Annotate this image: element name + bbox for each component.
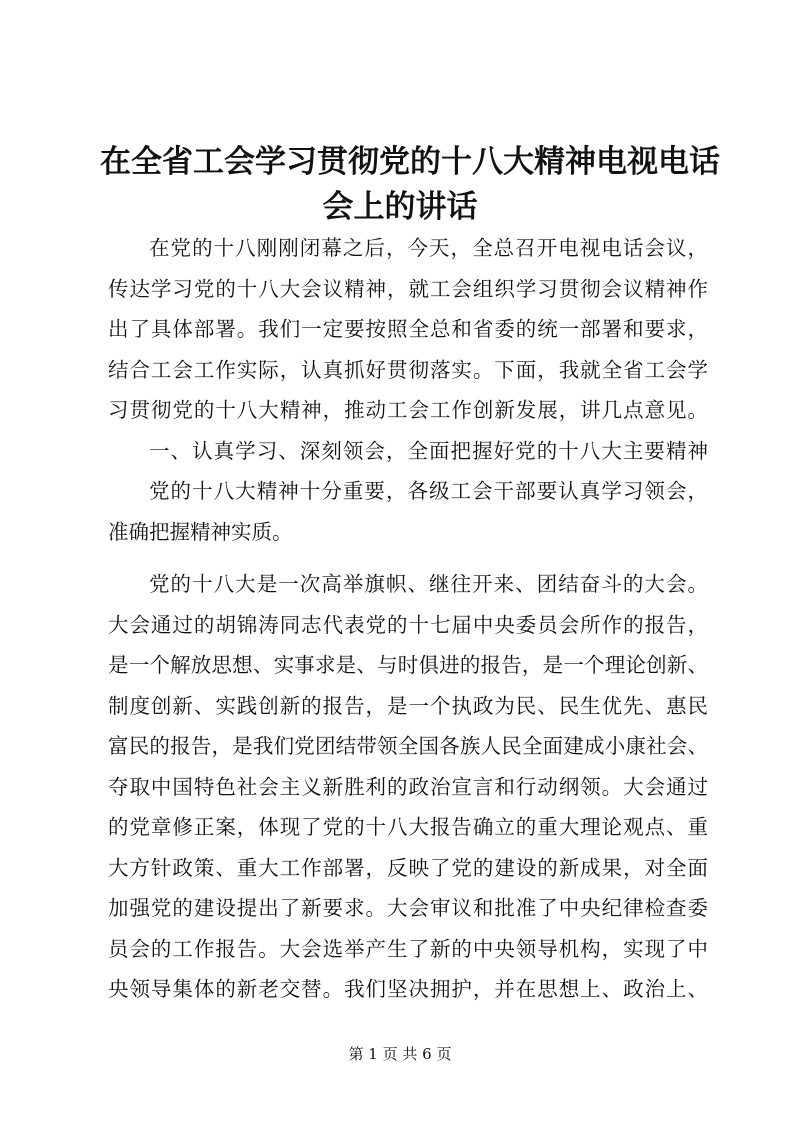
paragraph-line: 习贯彻党的十八大精神，推动工会工作创新发展，讲几点意见。 — [108, 398, 708, 422]
paragraph-line: 富民的报告，是我们党团结带领全国各族人民全面建成小康社会、 — [108, 734, 708, 758]
document-title-line-1: 在全省工会学习贯彻党的十八大精神电视电话 — [100, 144, 720, 180]
paragraph-line: 的党章修正案，体现了党的十八大报告确立的重大理论观点、重 — [108, 815, 708, 839]
section-heading: 一、认真学习、深刻领会，全面把握好党的十八大主要精神 — [149, 438, 708, 463]
paragraph-line: 结合工会工作实际，认真抓好贯彻落实。下面，我就全省工会学 — [108, 357, 708, 382]
paragraph-line: 在党的十八刚刚闭幕之后，今天，全总召开电视电话会议， — [149, 236, 708, 260]
paragraph-line: 出了具体部署。我们一定要按照全总和省委的统一部署和要求， — [108, 317, 708, 341]
paragraph-line: 准确把握精神实质。 — [108, 519, 293, 544]
paragraph-line: 大方针政策、重大工作部署，反映了党的建设的新成果，对全面 — [108, 855, 708, 880]
paragraph-line: 是一个解放思想、实事求是、与时俱进的报告，是一个理论创新、 — [108, 653, 708, 677]
paragraph-line: 党的十八大是一次高举旗帜、继往开来、团结奋斗的大会。 — [149, 572, 708, 596]
paragraph-line: 央领导集体的新老交替。我们坚决拥护，并在思想上、政治上、 — [108, 977, 708, 1001]
page-number-footer: 第 1 页 共 6 页 — [348, 1045, 452, 1063]
paragraph-line: 传达学习党的十八大会议精神，就工会组织学习贯彻会议精神作 — [108, 276, 708, 301]
paragraph-line: 员会的工作报告。大会选举产生了新的中央领导机构，实现了中 — [108, 936, 708, 961]
paragraph-line: 加强党的建设提出了新要求。大会审议和批准了中央纪律检查委 — [108, 896, 708, 920]
document-body — [108, 228, 708, 1010]
paragraph-line: 大会通过的胡锦涛同志代表党的十七届中央委员会所作的报告， — [108, 612, 708, 637]
document-title-line-2: 会上的讲话 — [322, 189, 478, 225]
paragraph-line: 制度创新、实践创新的报告，是一个执政为民、民生优先、惠民 — [108, 693, 708, 718]
paragraph-line: 夺取中国特色社会主义新胜利的政治宣言和行动纲领。大会通过 — [108, 774, 708, 799]
paragraph-line: 党的十八大精神十分重要，各级工会干部要认真学习领会， — [149, 479, 708, 503]
